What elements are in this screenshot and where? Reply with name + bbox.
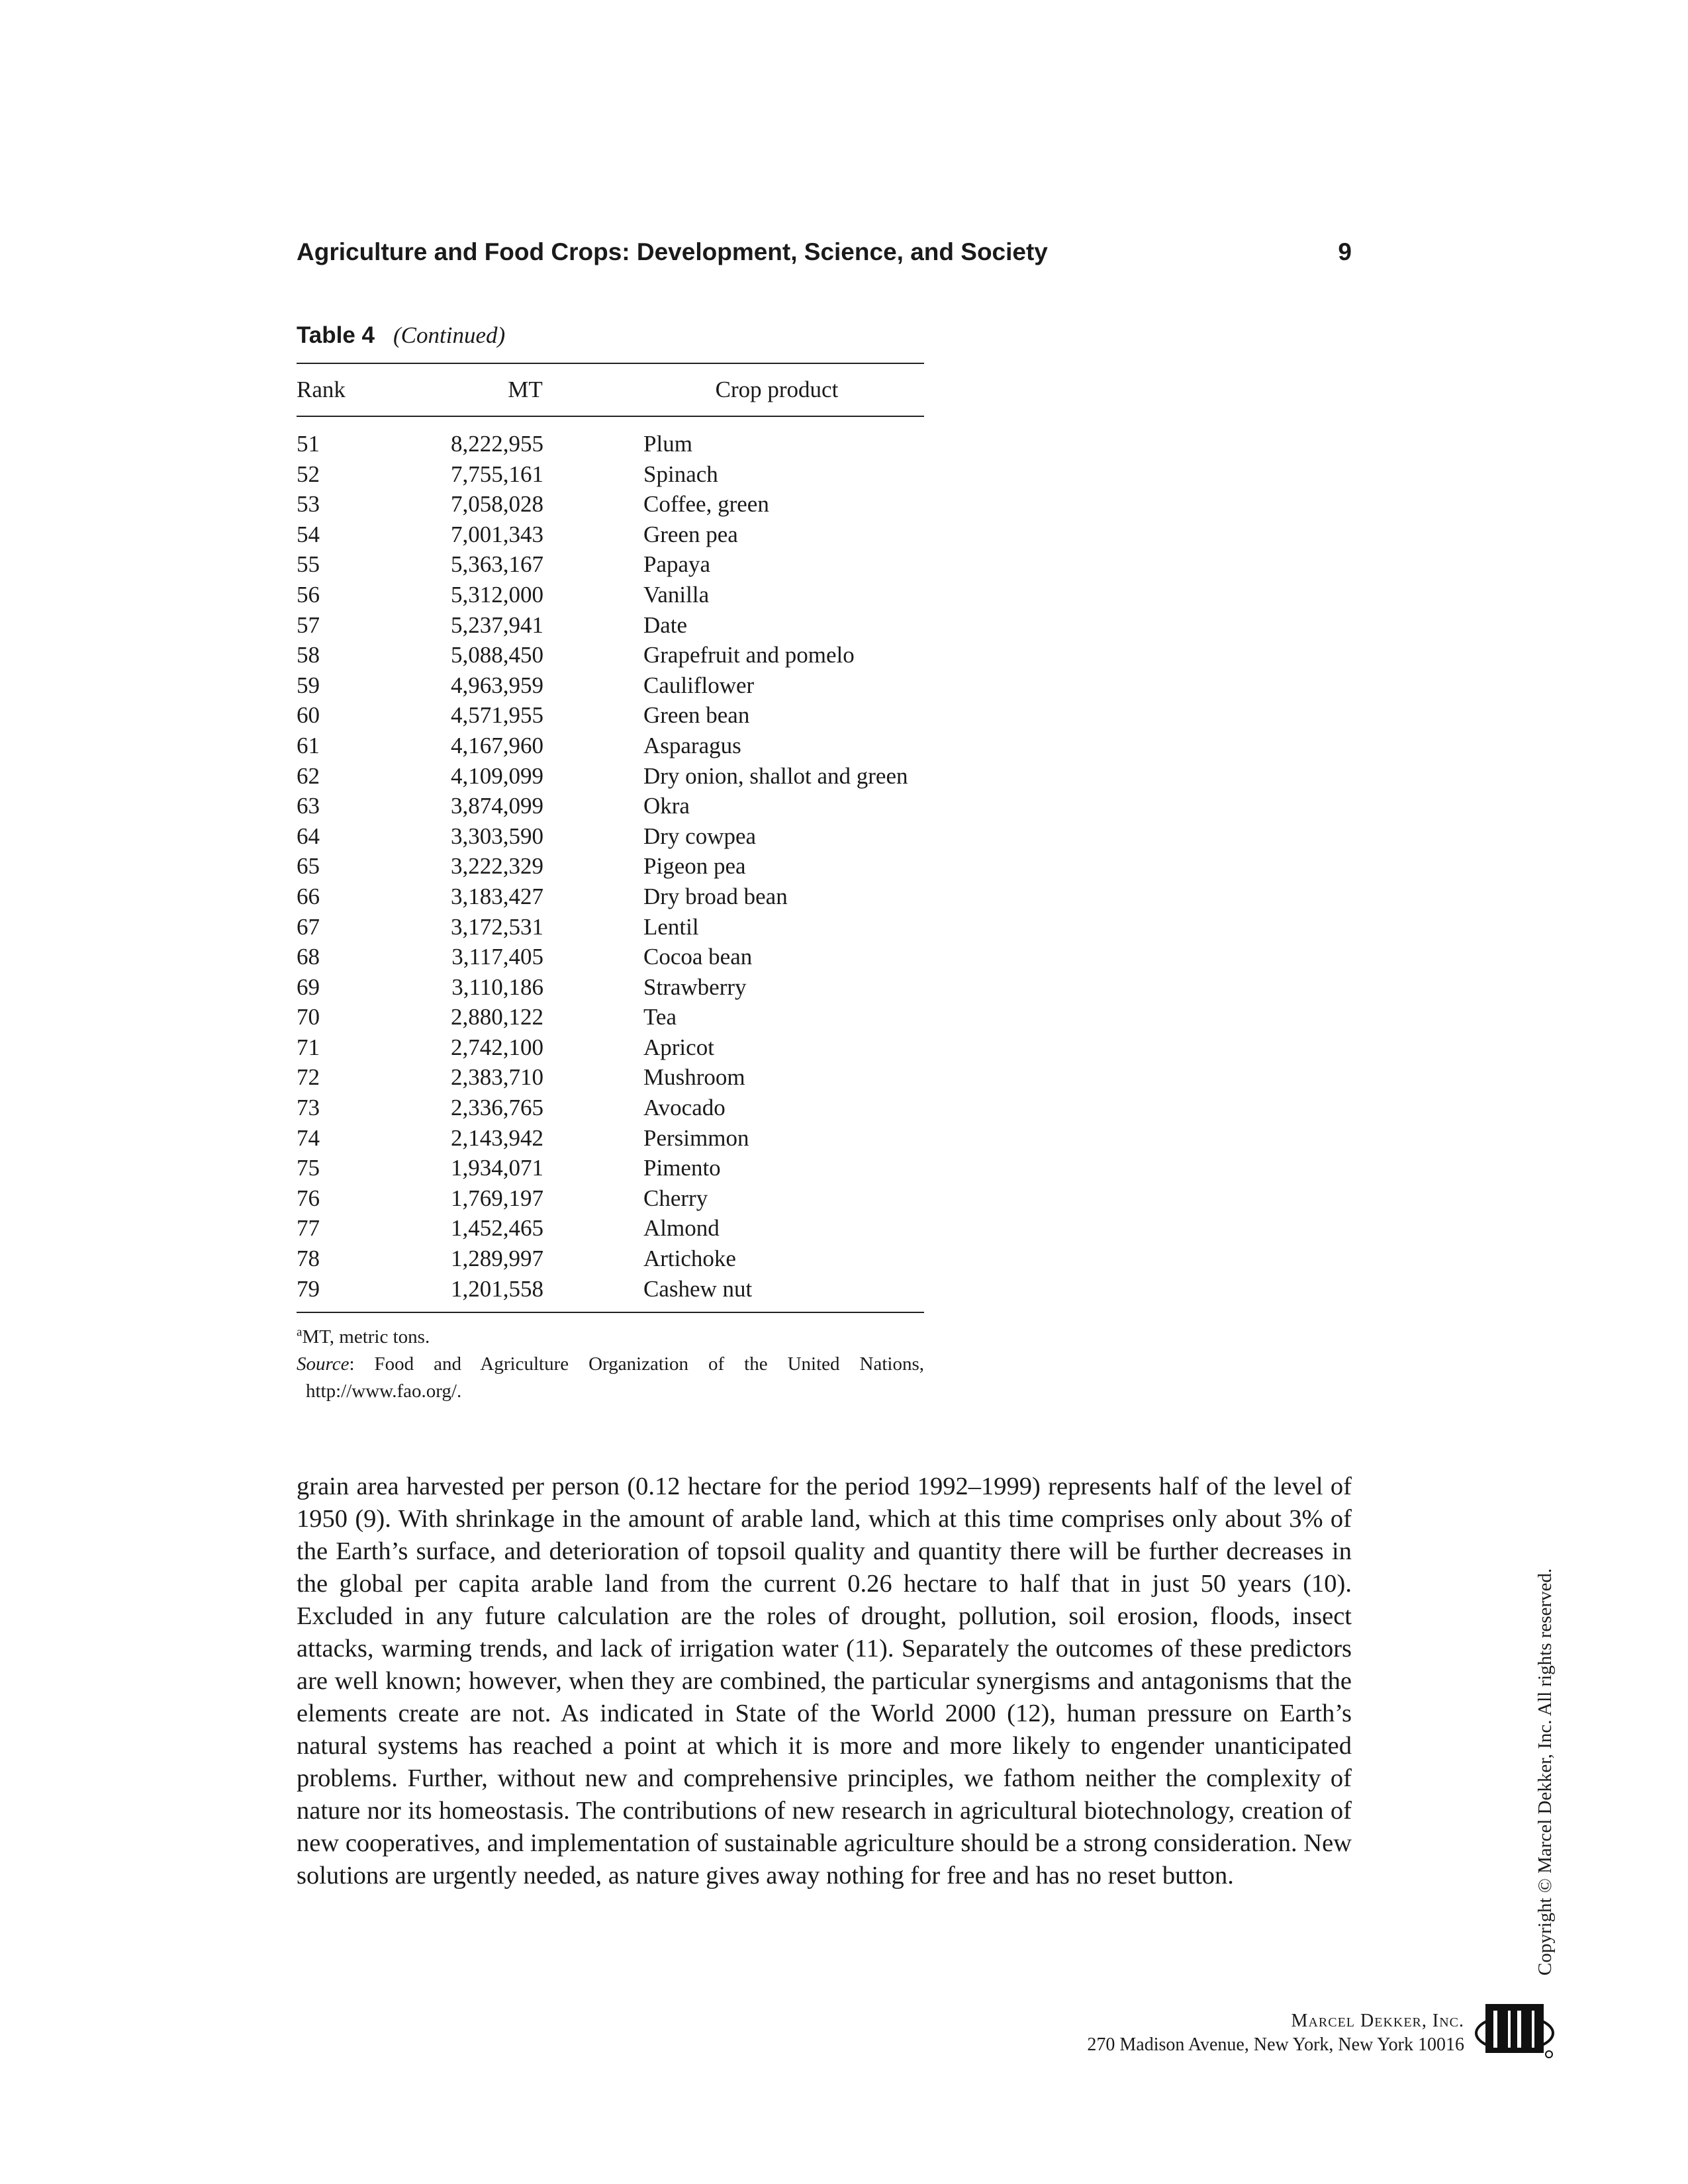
running-head — [297, 238, 1352, 266]
cell-rank: 67 — [297, 913, 320, 940]
cell-rank: 61 — [297, 732, 320, 758]
table-row — [297, 1213, 924, 1244]
table-row — [297, 1093, 924, 1123]
cell-crop: Green pea — [643, 521, 738, 547]
footnote-text: MT, metric tons. — [302, 1326, 430, 1348]
cell-mt: 3,874,099 — [451, 793, 543, 819]
cell-rank: 70 — [297, 1004, 320, 1030]
cell-rank: 75 — [297, 1155, 320, 1181]
table-row — [297, 1153, 924, 1183]
cell-crop: Green bean — [643, 702, 750, 729]
cell-mt: 3,303,590 — [451, 823, 543, 849]
cell-mt: 2,143,942 — [451, 1124, 543, 1151]
cell-mt: 2,742,100 — [451, 1034, 543, 1060]
footnote-marker: a — [297, 1325, 303, 1340]
cell-mt: 5,237,941 — [451, 612, 543, 638]
cell-crop: Strawberry — [643, 974, 747, 1000]
table-footnotes — [297, 1324, 924, 1405]
table-row — [297, 882, 924, 912]
table-row — [297, 610, 924, 641]
source-note — [297, 1351, 924, 1378]
cell-rank: 55 — [297, 551, 320, 578]
cell-rank: 65 — [297, 853, 320, 880]
cell-mt: 1,452,465 — [451, 1215, 543, 1242]
cell-rank: 52 — [297, 461, 320, 487]
cell-mt: 4,963,959 — [451, 672, 543, 698]
table-label: Table 4 — [297, 322, 375, 348]
cell-crop: Date — [643, 612, 688, 638]
cell-mt: 4,167,960 — [451, 732, 543, 758]
publisher-address: 270 Madison Avenue, New York, New York 10016 — [1087, 2034, 1464, 2055]
publisher-block — [1087, 2009, 1464, 2057]
cell-rank: 56 — [297, 581, 320, 608]
cell-rank: 71 — [297, 1034, 320, 1060]
table-continued: (Continued) — [393, 322, 506, 348]
cell-crop: Dry onion, shallot and green — [643, 762, 908, 789]
cell-crop: Coffee, green — [643, 491, 769, 518]
cell-crop: Artichoke — [643, 1246, 736, 1272]
column-header-rank: Rank — [297, 377, 346, 402]
table-row — [297, 942, 924, 972]
table-row — [297, 821, 924, 852]
table-row — [297, 670, 924, 701]
cell-mt: 1,769,197 — [451, 1185, 543, 1211]
cell-rank: 62 — [297, 762, 320, 789]
table-row — [297, 791, 924, 821]
cell-crop: Vanilla — [643, 581, 710, 608]
source-label: Source — [297, 1353, 350, 1375]
cell-rank: 53 — [297, 491, 320, 518]
table-row — [297, 580, 924, 610]
cell-rank: 60 — [297, 702, 320, 729]
cell-rank: 72 — [297, 1064, 320, 1091]
table-row — [297, 1032, 924, 1063]
cell-rank: 66 — [297, 883, 320, 909]
cell-rank: 77 — [297, 1215, 320, 1242]
table-row — [297, 972, 924, 1003]
cell-crop: Pigeon pea — [643, 853, 746, 880]
cell-crop: Dry broad bean — [643, 883, 788, 909]
cell-crop: Spinach — [643, 461, 718, 487]
cell-crop: Mushroom — [643, 1064, 745, 1091]
cell-mt: 5,088,450 — [451, 642, 543, 668]
table-row — [297, 1123, 924, 1154]
table-row — [297, 1183, 924, 1214]
table-row — [297, 700, 924, 731]
footnote-mt — [297, 1324, 924, 1351]
table-row — [297, 520, 924, 550]
table-bottom-rule — [297, 1312, 924, 1313]
cell-crop: Grapefruit and pomelo — [643, 642, 855, 668]
cell-crop: Okra — [643, 793, 690, 819]
column-header-crop: Crop product — [715, 377, 839, 402]
cell-crop: Plum — [643, 431, 692, 457]
publisher-name: Marcel Dekker, Inc. — [1291, 2011, 1464, 2031]
cell-mt: 7,058,028 — [451, 491, 543, 518]
body-paragraph: grain area harvested per person (0.12 hectare for the period 1992–1999) represents half of the level of 1950 (9). With shrinkage in the amount of arable land, which at this time comprises only about 3% of the Earth’s surface, and deterioration of topsoil quality and quantity there will be further decreases in the global per capita arable land from the current 0.26 hectare to half that in just 50 years (10). Excluded in any future calculation are the roles of drought, pollution, soil erosion, floods, insect attacks, warming trends, and lack of irrigation water (11). Separately the outcomes of these predictors are well known; however, when they are combined, the particular synergisms and antagonisms that the elements create are not. As indicated in State of the World 2000 (12), human pressure on Earth’s natural systems has reached a point at which it is more and more likely to engender unanticipated problems. Further, without new and comprehensive principles, we fathom neither the complexity of nature nor its homeostasis. The contributions of new research in agricultural biotechnology, creation of new cooperatives, and implementation of sustainable agriculture should be a strong consideration. New solutions are urgently needed, as nature gives away nothing for free and has no reset button. — [297, 1473, 1352, 1889]
cell-mt: 5,363,167 — [451, 551, 543, 578]
cell-crop: Lentil — [643, 913, 699, 940]
cell-mt: 2,880,122 — [451, 1004, 543, 1030]
cell-rank: 73 — [297, 1095, 320, 1121]
cell-crop: Persimmon — [643, 1124, 749, 1151]
cell-rank: 68 — [297, 944, 320, 970]
table-row — [297, 731, 924, 761]
cell-mt: 4,571,955 — [451, 702, 543, 729]
page-number: 9 — [1338, 238, 1352, 265]
cell-rank: 57 — [297, 612, 320, 638]
cell-crop: Cauliflower — [643, 672, 755, 698]
table-caption — [297, 322, 505, 349]
cell-crop: Cherry — [643, 1185, 708, 1211]
table-row — [297, 761, 924, 792]
running-head-title: Agriculture and Food Crops: Development, Science, and Society — [297, 238, 1048, 265]
cell-crop: Asparagus — [643, 732, 741, 758]
cell-mt: 8,222,955 — [451, 431, 543, 457]
publisher-logo-icon — [1474, 1995, 1560, 2061]
cell-mt: 5,312,000 — [451, 581, 543, 608]
cell-crop: Dry cowpea — [643, 823, 757, 849]
cell-rank: 69 — [297, 974, 320, 1000]
cell-crop: Papaya — [643, 551, 711, 578]
table-row — [297, 1062, 924, 1093]
table-body — [297, 417, 924, 1312]
cell-crop: Almond — [643, 1215, 720, 1242]
table-row — [297, 549, 924, 580]
cell-crop: Tea — [643, 1004, 677, 1030]
cell-rank: 64 — [297, 823, 320, 849]
cell-rank: 78 — [297, 1246, 320, 1272]
table-row — [297, 1274, 924, 1304]
cell-rank: 76 — [297, 1185, 320, 1211]
table-header-row — [297, 364, 924, 416]
cell-mt: 4,109,099 — [451, 762, 543, 789]
cell-rank: 74 — [297, 1124, 320, 1151]
cell-mt: 3,222,329 — [451, 853, 543, 880]
cell-rank: 58 — [297, 642, 320, 668]
table-row — [297, 640, 924, 670]
table-row — [297, 429, 924, 459]
cell-crop: Apricot — [643, 1034, 714, 1060]
cell-rank: 54 — [297, 521, 320, 547]
cell-crop: Avocado — [643, 1095, 726, 1121]
table-row — [297, 1002, 924, 1032]
cell-rank: 51 — [297, 431, 320, 457]
table-row — [297, 912, 924, 942]
cell-mt: 3,110,186 — [451, 974, 543, 1000]
cell-mt: 2,383,710 — [451, 1064, 543, 1091]
cell-mt: 2,336,765 — [451, 1095, 543, 1121]
cell-mt: 3,172,531 — [451, 913, 543, 940]
cell-mt: 3,183,427 — [451, 883, 543, 909]
cell-crop: Pimento — [643, 1155, 721, 1181]
cell-crop: Cocoa bean — [643, 944, 753, 970]
cell-mt: 7,755,161 — [451, 461, 543, 487]
source-text: : Food and Agriculture Organization of the United Nations, — [349, 1353, 924, 1375]
column-header-mt: MT — [508, 377, 543, 402]
copyright-notice: Copyright © Marcel Dekker, Inc. All rights reserved. — [1534, 1568, 1556, 1976]
cell-rank: 59 — [297, 672, 320, 698]
cell-mt: 1,201,558 — [451, 1275, 543, 1302]
table-row — [297, 851, 924, 882]
table-row — [297, 489, 924, 520]
cell-crop: Cashew nut — [643, 1275, 753, 1302]
cell-mt: 1,934,071 — [451, 1155, 543, 1181]
cell-mt: 7,001,343 — [451, 521, 543, 547]
cell-rank: 63 — [297, 793, 320, 819]
table-row — [297, 459, 924, 490]
cell-rank: 79 — [297, 1275, 320, 1302]
cell-mt: 3,117,405 — [451, 944, 543, 970]
cell-mt: 1,289,997 — [451, 1246, 543, 1272]
crop-table — [297, 363, 924, 1405]
source-url: http://www.fao.org/. — [306, 1381, 462, 1402]
table-row — [297, 1244, 924, 1274]
